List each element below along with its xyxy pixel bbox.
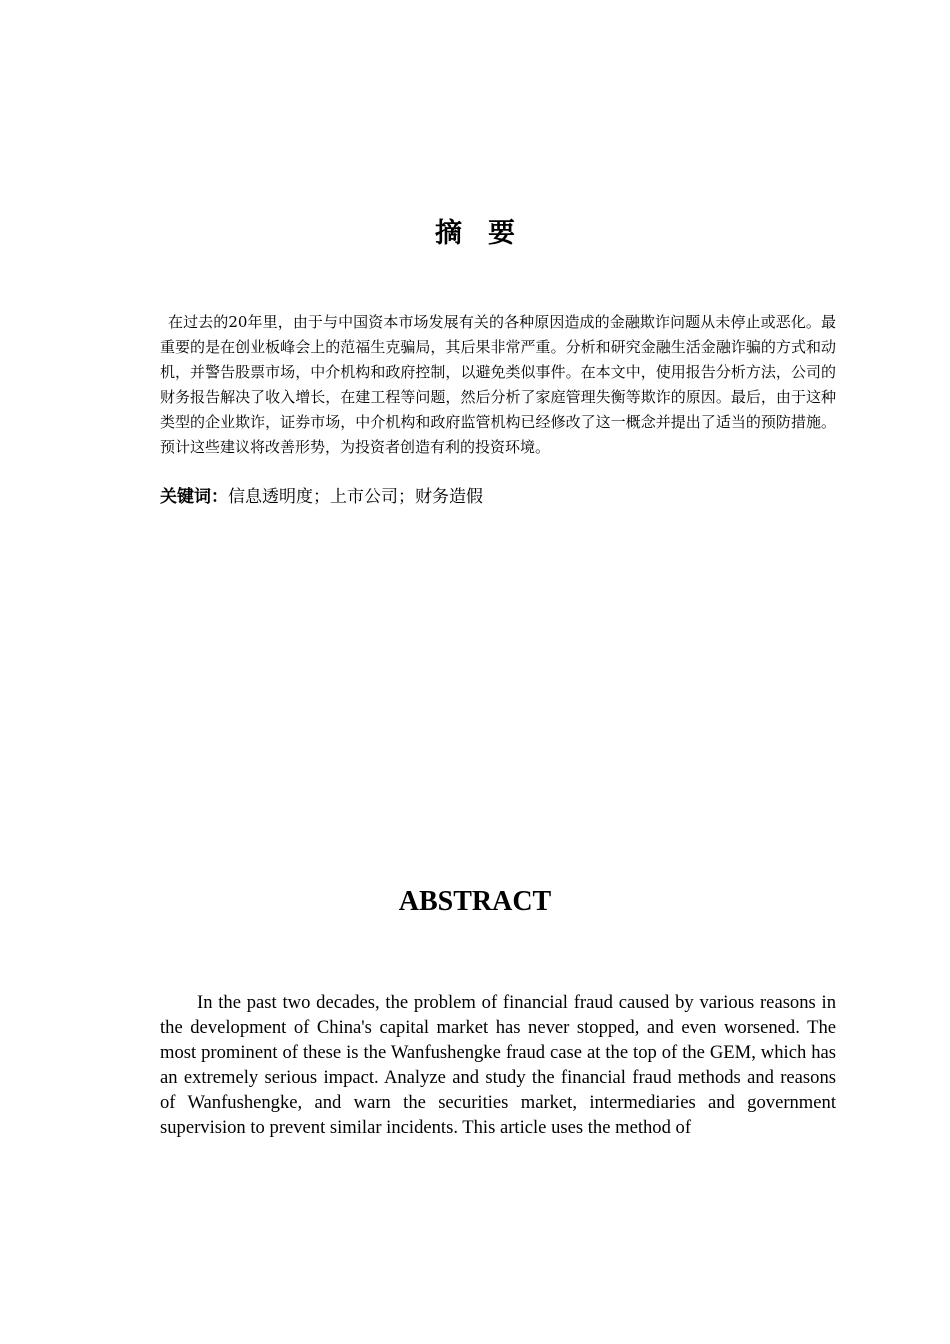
chinese-title-char-1: 摘 — [435, 218, 462, 249]
chinese-abstract-body: 在过去的20年里，由于与中国资本市场发展有关的各种原因造成的金融欺诈问题从未停止或恶化。最重要的是在创业板峰会上的范福生克骗局，其后果非常严重。分析和研究金融生活金融诈骗的方式和动机，并警告股票市场，中介机构和政府控制，以避免类似事件。在本文中，使用报告分析方法，公司的财务报告解决了收入增长，在建工程等问题，然后分析了家庭管理失衡等欺诈的原因。最后，由于这种类型的企业欺诈，证券市场，中介机构和政府监管机构已经修改了这一概念并提出了适当的预防措施。预计这些建议将改善形势，为投资者创造有利的投资环境。 — [160, 313, 836, 456]
keywords-list: 信息透明度；上市公司；财务造假 — [228, 487, 483, 507]
english-abstract-body: In the past two decades, the problem of financial fraud caused by various reasons in the development of China's capital market has never stopped, and even worsened. The most prominent of these is the Wanfushengke fraud case at the top of the GEM, which has an extremely serious impact. Analyze and study the financial fraud methods and reasons of Wanfushengke, and warn the securities market, intermediaries and government supervision to prevent similar incidents. This article uses the method of — [160, 992, 836, 1138]
english-abstract-title: ABSTRACT — [398, 886, 552, 917]
chinese-abstract-title — [0, 212, 950, 256]
chinese-title-char-2: 要 — [488, 218, 515, 249]
chinese-keywords — [160, 484, 836, 510]
keywords-label: 关键词： — [160, 487, 228, 507]
